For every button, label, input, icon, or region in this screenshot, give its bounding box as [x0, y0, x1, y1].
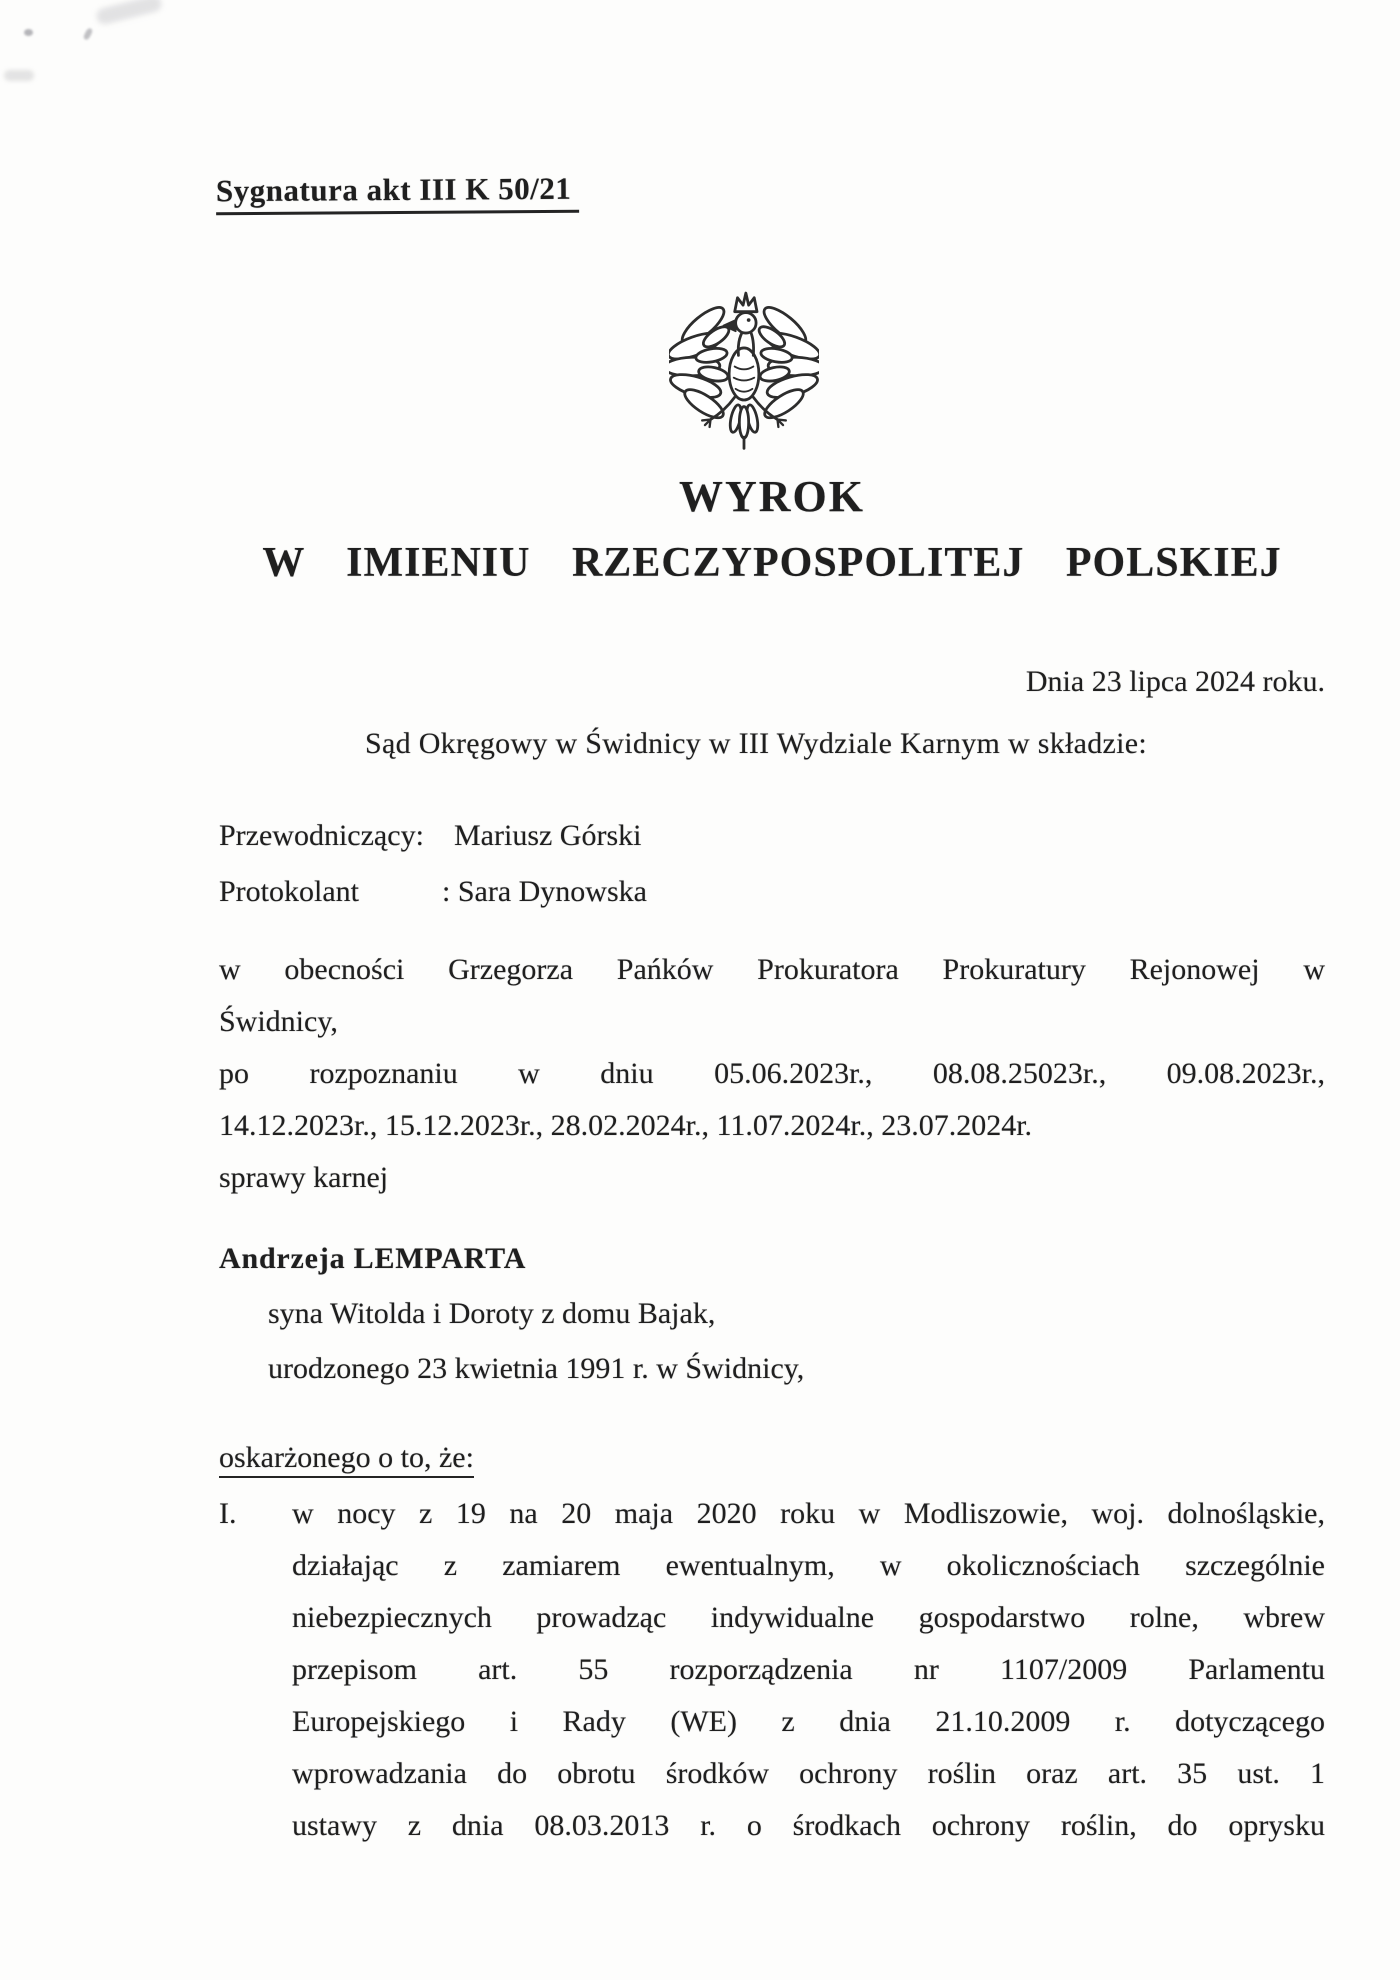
paragraph-line: sprawy karnej — [219, 1161, 389, 1194]
official-row — [219, 864, 1325, 920]
hearing-paragraph — [219, 1048, 1325, 1204]
scan-artifact — [83, 27, 94, 40]
charge-line: niebezpiecznych prowadząc indywidualne gospodarstwo rolne, wbrew — [292, 1601, 1325, 1634]
judgment-subtitle: W IMIENIU RZECZYPOSPOLITEJ POLSKIEJ — [262, 540, 1282, 586]
official-role: Przewodniczący: — [219, 819, 424, 852]
charge-line: wprowadzania do obrotu środków ochrony roślin oraz art. 35 ust. 1 — [292, 1757, 1325, 1790]
scan-artifact — [95, 0, 163, 26]
charge-line: przepisom art. 55 rozporządzenia nr 1107/2009 Parlamentu — [292, 1653, 1325, 1686]
paragraph-line: po rozpoznaniu w dniu 05.06.2023r., 08.08.25023r., 09.08.2023r., — [219, 1057, 1325, 1090]
paragraph-line: 14.12.2023r., 15.12.2023r., 28.02.2024r., 11.07.2024r., 23.07.2024r. — [219, 1109, 1033, 1142]
defendant-detail: syna Witolda i Doroty z domu Bajak, — [268, 1297, 716, 1330]
case-number: Sygnatura akt III K 50/21 — [216, 171, 580, 216]
polish-eagle-emblem-icon — [669, 281, 819, 453]
charge-text — [292, 1488, 1325, 1852]
defendant-name: Andrzeja LEMPARTA — [219, 1242, 527, 1275]
judgment-title: WYROK — [679, 472, 865, 521]
official-row — [219, 808, 1325, 864]
accusation-heading-text: oskarżonego o to, że: — [219, 1441, 474, 1478]
charge-line: działając z zamiarem ewentualnym, w okolicznościach szczególnie — [292, 1549, 1325, 1582]
official-name: : Sara Dynowska — [442, 875, 647, 908]
judgment-date: Dnia 23 lipca 2024 roku. — [1025, 665, 1325, 698]
scan-artifact — [24, 29, 33, 36]
charge-line: Europejskiego i Rady (WE) z dnia 21.10.2009 r. dotyczącego — [292, 1705, 1325, 1738]
accusation-heading — [219, 1441, 474, 1475]
scan-artifact — [4, 70, 34, 81]
charge-number: I. — [219, 1497, 237, 1530]
defendant-block — [219, 1231, 1325, 1396]
official-role: Protokolant — [219, 875, 359, 908]
charge-line: ustawy z dnia 08.03.2013 r. o środkach ochrony roślin, do oprysku — [292, 1809, 1325, 1842]
prosecutor-paragraph — [219, 944, 1325, 1048]
court-composition-intro: Sąd Okręgowy w Świdnicy w III Wydziale Karnym w składzie: — [365, 727, 1148, 760]
official-name: Mariusz Górski — [454, 819, 642, 852]
charge-line: w nocy z 19 na 20 maja 2020 roku w Modliszowie, woj. dolnośląskie, — [292, 1497, 1325, 1530]
paragraph-line: w obecności Grzegorza Pańków Prokuratora Prokuratury Rejonowej w — [219, 953, 1325, 986]
defendant-detail: urodzonego 23 kwietnia 1991 r. w Świdnicy, — [268, 1352, 805, 1385]
paragraph-line: Świdnicy, — [219, 1005, 338, 1038]
charge-item — [219, 1488, 1325, 1852]
court-officials — [219, 808, 1325, 920]
